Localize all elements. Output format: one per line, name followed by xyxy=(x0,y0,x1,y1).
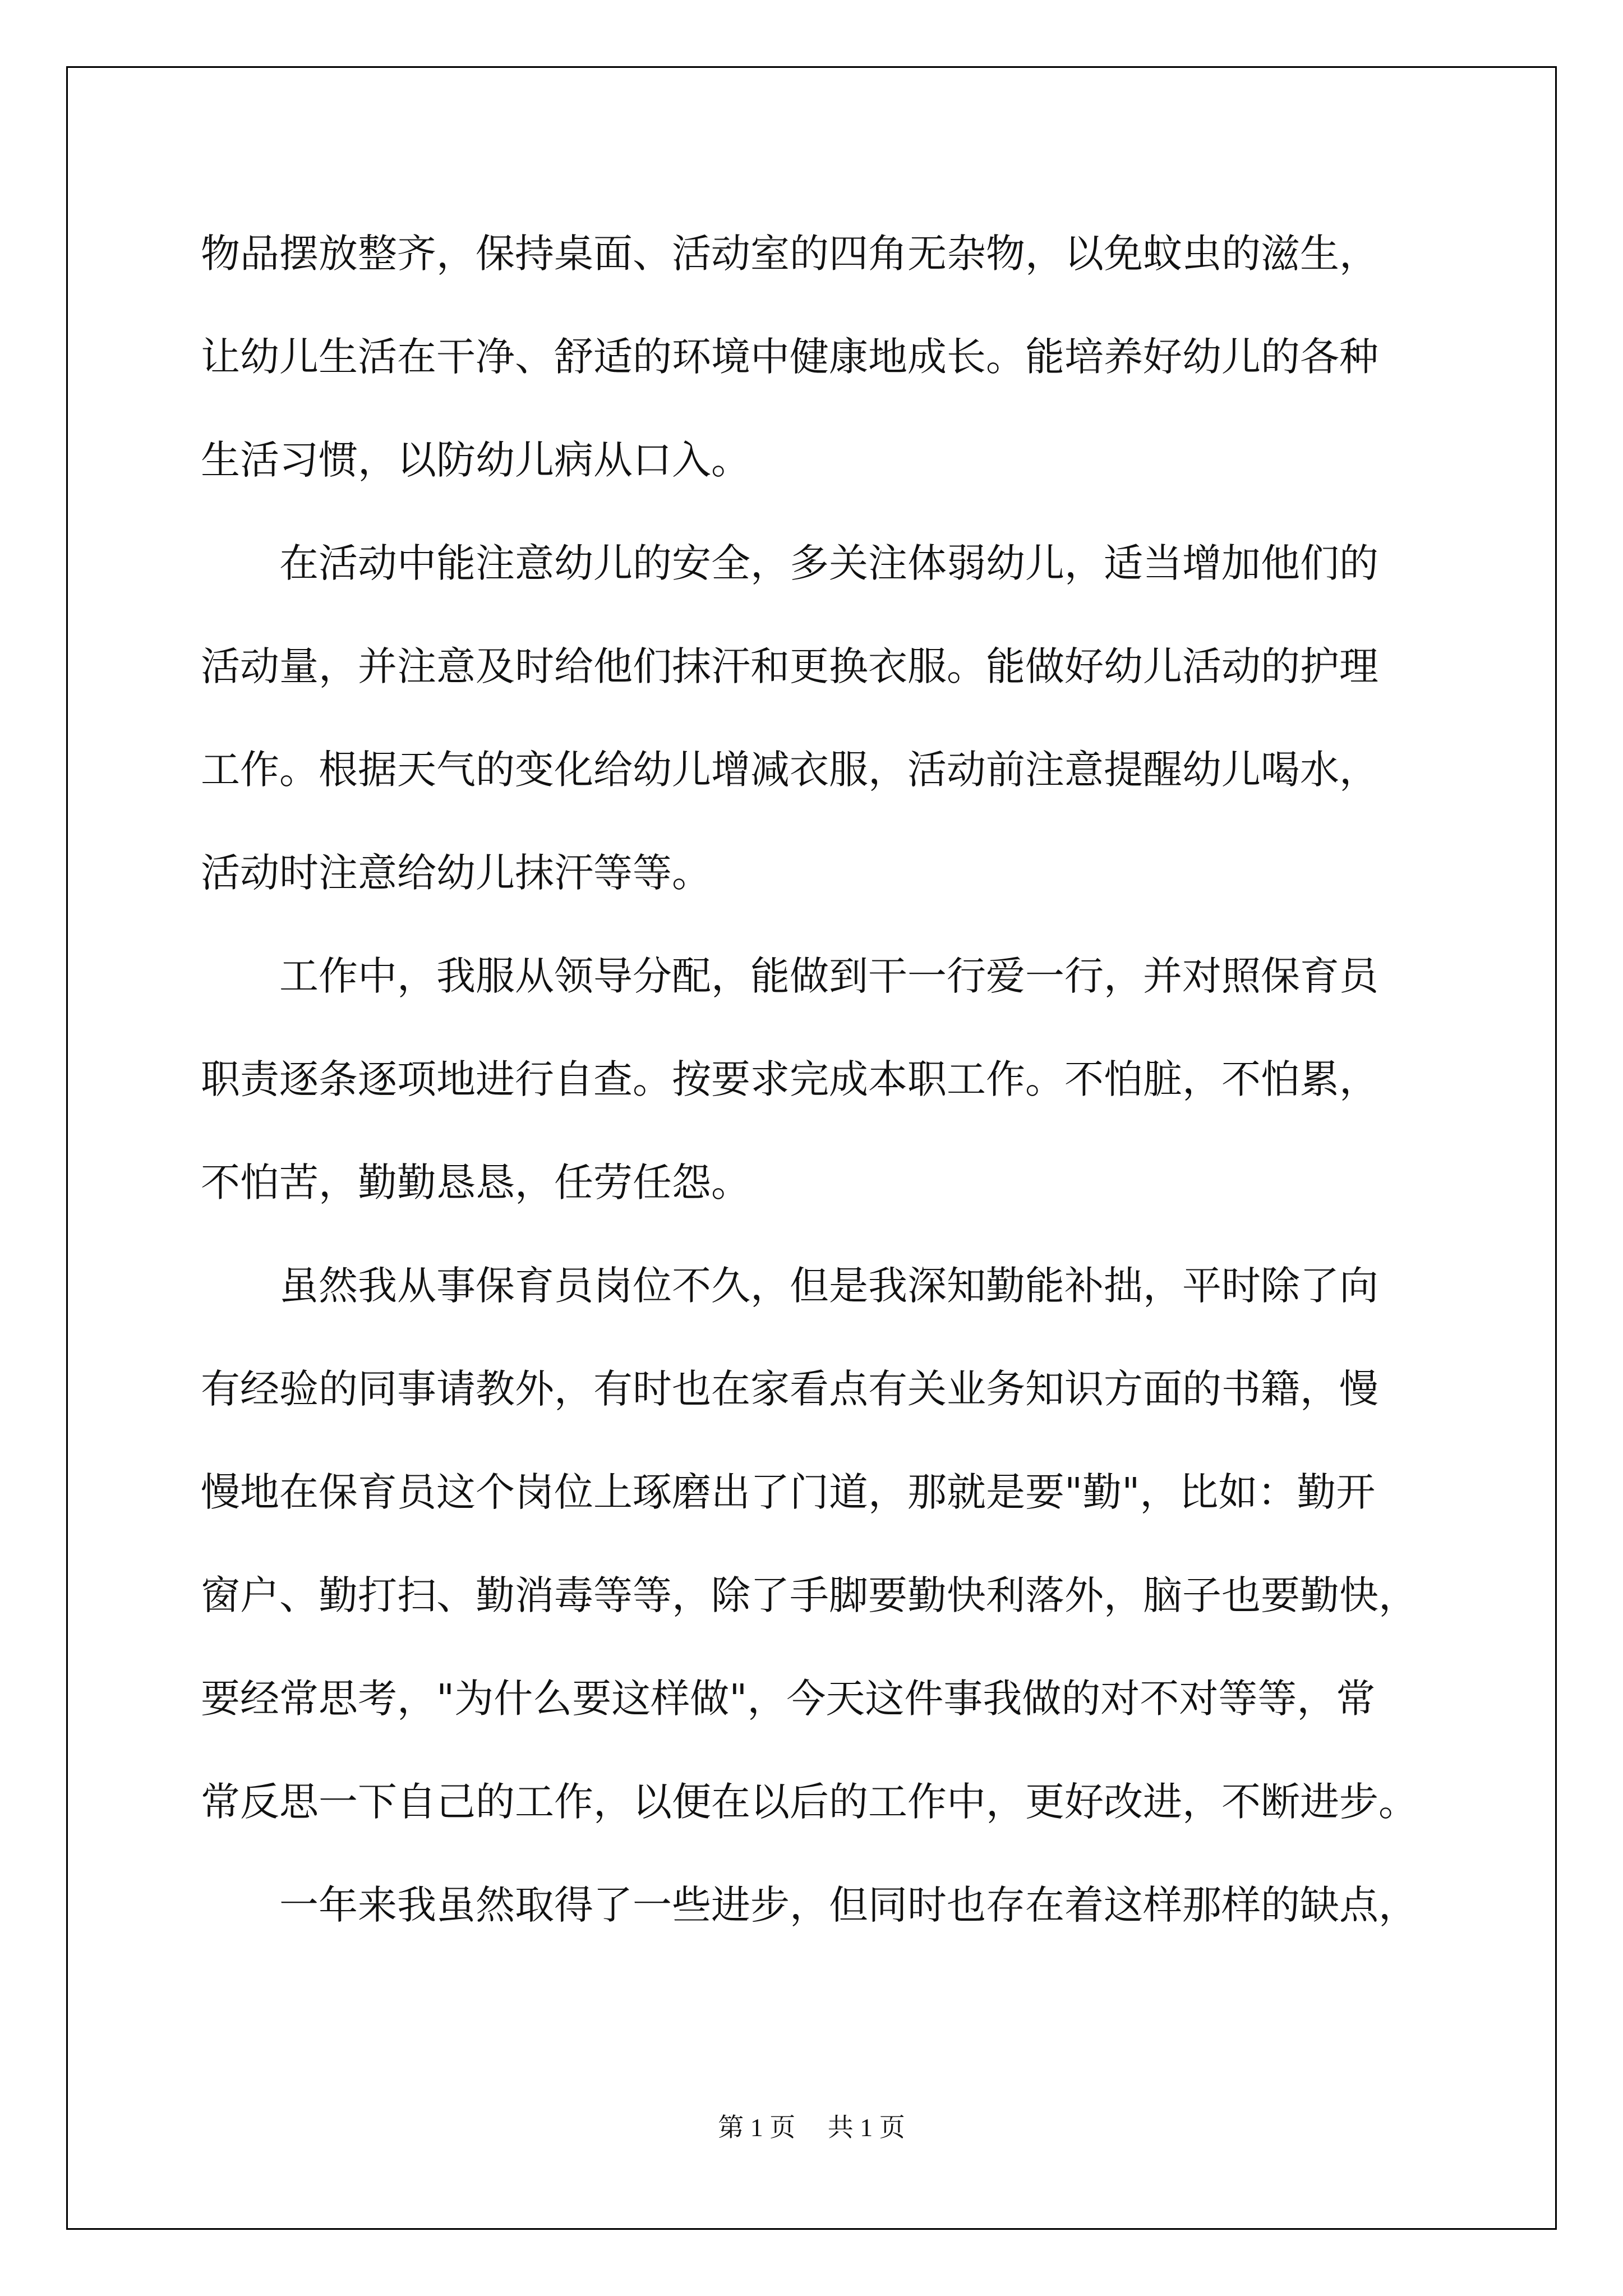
document-body xyxy=(201,202,1457,1957)
text-line: 一年来我虽然取得了一些进步，但同时也存在着这样那样的缺点， xyxy=(201,1882,1418,1928)
text-line: 不怕苦，勤勤恳恳，任劳任怨。 xyxy=(201,1159,750,1205)
page-footer: 第 1 页 共 1 页 xyxy=(718,2113,905,2142)
text-line: 物品摆放整齐，保持桌面、活动室的四角无杂物，以免蚊虫的滋生， xyxy=(201,231,1378,277)
text-line: 工作。根据天气的变化给幼儿增减衣服，活动前注意提醒幼儿喝水， xyxy=(201,747,1378,793)
text-line: 慢地在保育员这个岗位上琢磨出了门道，那就是要"勤"，比如：勤开 xyxy=(201,1469,1376,1515)
text-line: 窗户、勤打扫、勤消毒等等，除了手脚要勤快利落外，脑子也要勤快， xyxy=(201,1572,1418,1618)
text-line: 生活习惯，以防幼儿病从口入。 xyxy=(201,437,750,483)
text-line: 活动量，并注意及时给他们抹汗和更换衣服。能做好幼儿活动的护理 xyxy=(201,643,1378,689)
text-line: 要经常思考，"为什么要这样做"，今天这件事我做的对不对等等，常 xyxy=(201,1676,1376,1722)
text-line: 有经验的同事请教外，有时也在家看点有关业务知识方面的书籍，慢 xyxy=(201,1366,1378,1412)
text-line: 在活动中能注意幼儿的安全，多关注体弱幼儿，适当增加他们的 xyxy=(201,540,1378,586)
text-line: 职责逐条逐项地进行自查。按要求完成本职工作。不怕脏，不怕累， xyxy=(201,1056,1378,1102)
text-line: 活动时注意给幼儿抹汗等等。 xyxy=(201,850,711,896)
text-line: 虽然我从事保育员岗位不久，但是我深知勤能补拙，平时除了向 xyxy=(201,1263,1378,1309)
text-line: 工作中，我服从领导分配，能做到干一行爱一行，并对照保育员 xyxy=(201,953,1378,999)
text-line: 常反思一下自己的工作，以便在以后的工作中，更好改进，不断进步。 xyxy=(201,1779,1418,1825)
text-line: 让幼儿生活在干净、舒适的环境中健康地成长。能培养好幼儿的各种 xyxy=(201,334,1378,380)
